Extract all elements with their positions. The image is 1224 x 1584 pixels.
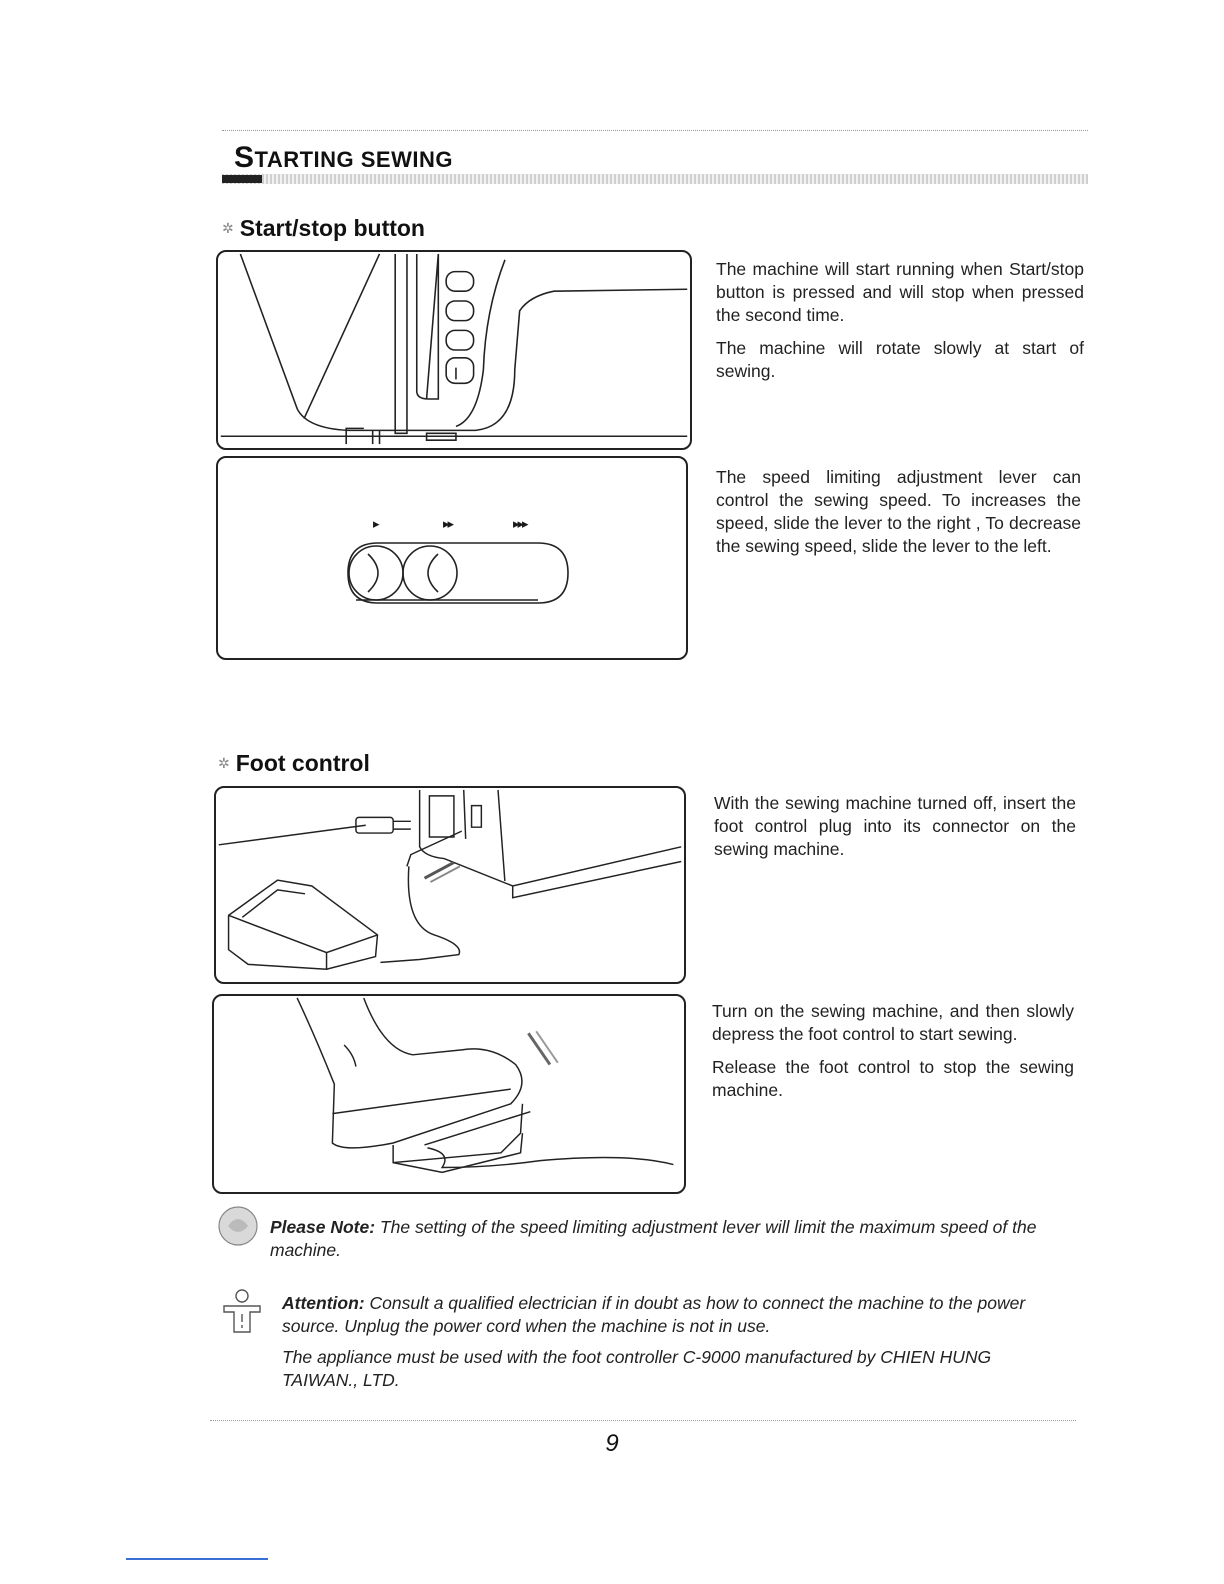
foot-plug-illustration: [216, 788, 684, 982]
note-label: Please Note:: [270, 1217, 376, 1237]
foot-press-figure: [212, 994, 686, 1194]
foot-paragraph-1: With the sewing machine turned off, insert the foot control plug into its connector on the sewing machine.: [714, 793, 1076, 859]
please-note: [270, 1216, 1076, 1262]
speed-lever-figure: [216, 456, 688, 660]
note-text: The setting of the speed limiting adjustment lever will limit the maximum speed of the machine.: [270, 1217, 1037, 1260]
speed-description: [716, 466, 1081, 568]
machine-buttons-illustration: [218, 252, 690, 448]
note-icon: [216, 1204, 260, 1248]
attention-text: Consult a qualified electrician if in doubt as how to connect the machine to the power source. Unplug the power cord when the machine is not in use.: [282, 1293, 1026, 1336]
startstop-figure: [216, 250, 692, 450]
speed-mark-fast: ▸▸▸: [513, 516, 527, 531]
page-number: 9: [605, 1430, 619, 1457]
bullet-icon: ✲: [218, 755, 230, 771]
foot-paragraph-3: Release the foot control to stop the sewing machine.: [712, 1057, 1074, 1100]
speed-lever-illustration: [218, 458, 690, 662]
foot-plug-description: [714, 792, 1076, 871]
top-rule: [222, 130, 1088, 131]
attention-text-2: The appliance must be used with the foot controller C-9000 manufactured by CHIEN HUNG TAIWAN., LTD.: [282, 1347, 992, 1390]
speed-paragraph: The speed limiting adjustment lever can control the sewing speed. To increases the speed, slide the lever to the right , To decrease the sewing speed, slide the lever to the left.: [716, 467, 1081, 556]
speed-mark-medium: ▸▸: [443, 516, 453, 531]
attention-label: Attention:: [282, 1293, 365, 1313]
attention-icon: [220, 1288, 264, 1336]
scan-edge-line: [126, 1558, 268, 1560]
title-underline-accent: [222, 175, 262, 183]
foot-plug-figure: [214, 786, 686, 984]
startstop-paragraph-1: The machine will start running when Start/stop button is pressed and will stop when pressed the second time.: [716, 259, 1084, 325]
startstop-heading: ✲ Start/stop button: [222, 215, 425, 241]
attention: [282, 1292, 1068, 1392]
bullet-icon: ✲: [222, 220, 234, 236]
foot-press-description: [712, 1000, 1074, 1112]
foot-paragraph-2: Turn on the sewing machine, and then slowly depress the foot control to start sewing.: [712, 1001, 1074, 1044]
section-title: STARTING SEWING: [234, 141, 453, 174]
startstop-description: [716, 258, 1084, 393]
startstop-paragraph-2: The machine will rotate slowly at start of sewing.: [716, 338, 1084, 381]
foot-press-illustration: [214, 996, 684, 1192]
speed-mark-slow: ▸: [373, 516, 380, 531]
foot-control-heading: ✲ Foot control: [218, 750, 370, 776]
title-underline-band: [222, 174, 1088, 184]
bottom-rule: [210, 1420, 1076, 1421]
